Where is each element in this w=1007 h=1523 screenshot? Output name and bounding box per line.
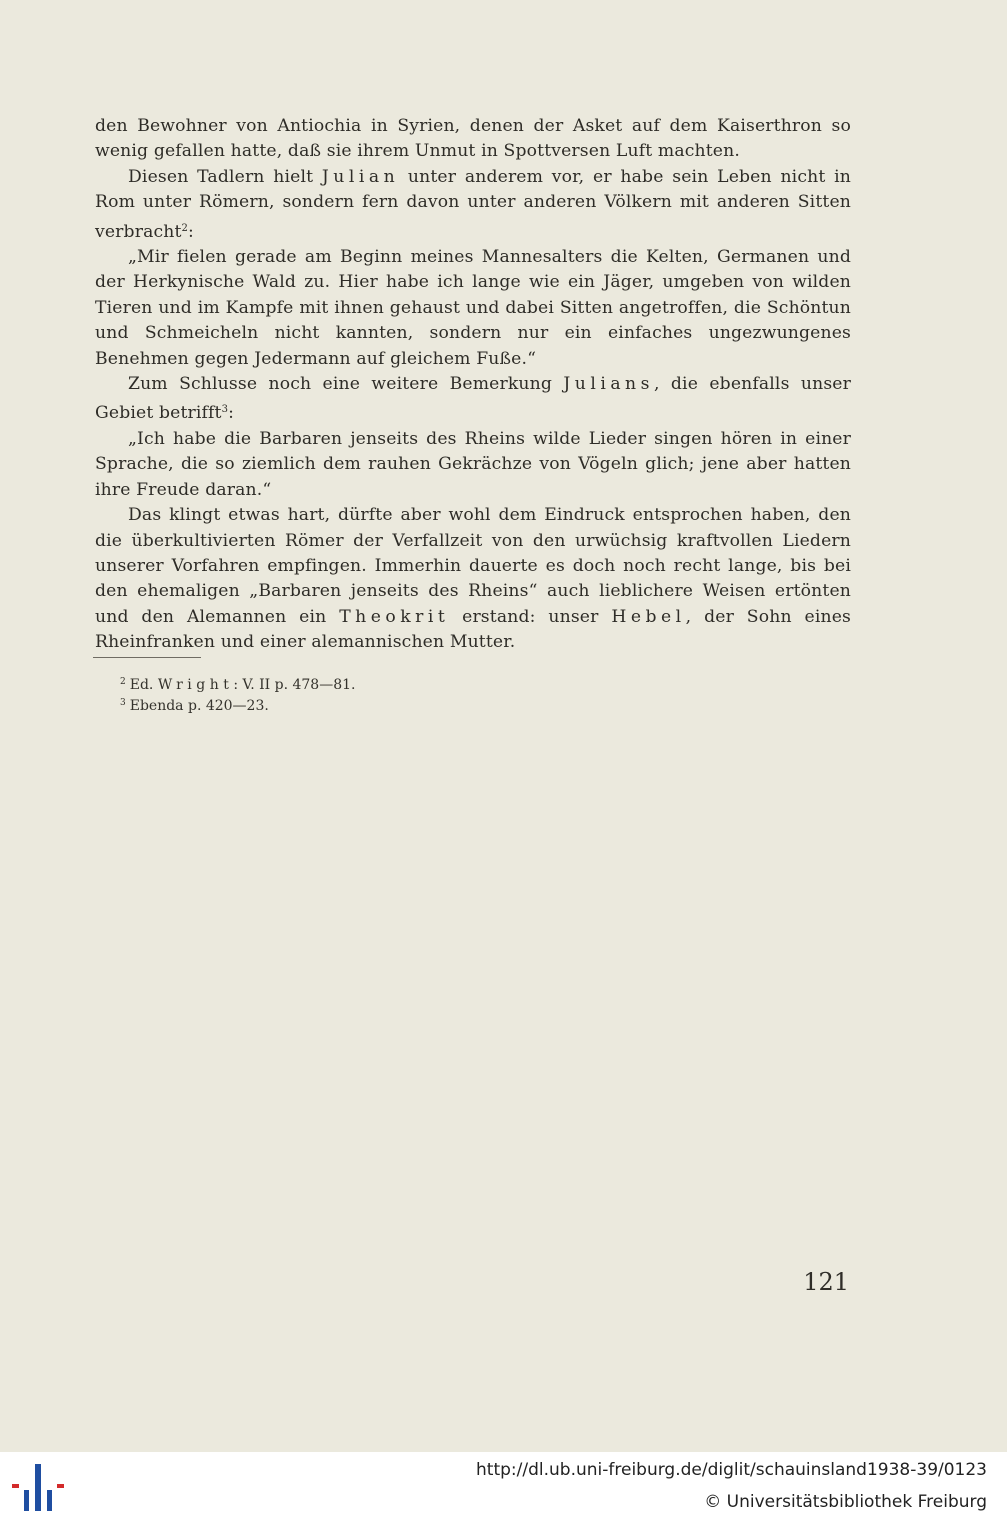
paragraph <box>95 372 851 427</box>
footer-url-link[interactable]: http://dl.ub.uni-freiburg.de/diglit/schauinsland1938-39/0123 <box>476 1460 987 1480</box>
paragraph <box>95 503 851 655</box>
text-run: Das klingt etwas hart, dürfte aber wohl dem Eindruck entsprochen haben, den die überkultivierten Römer der Verfallzeit von den urwüchsig kraftvollen Liedern unserer Vorfahren empfingen. Immerhin dauerte es doch noch recht lange, bis bei den ehemaligen „Barbaren jenseits des Rheins“ auch lieblichere Weisen ertönten und den Alemannen ein <box>95 505 851 627</box>
footnote-ref: 3 <box>221 404 229 416</box>
text-run: Ed. <box>129 677 158 693</box>
text-run: , die ebenfalls unser Gebiet betrifft <box>95 374 851 424</box>
footnote-marker: 3 <box>120 698 126 708</box>
footnote <box>120 673 355 694</box>
text-run: : V. II p. 478—81. <box>233 677 356 693</box>
text-run: Ebenda p. 420—23. <box>129 698 269 714</box>
paragraph <box>95 427 851 503</box>
text-run: : <box>228 403 235 424</box>
paragraph <box>95 165 851 245</box>
text-run: erstand: unser <box>449 606 612 627</box>
text-run: den Bewohner von Antiochia in Syrien, denen der Asket auf dem Kaiserthron so wenig gefallen hatte, daß sie ihrem Unmut in Spottversen Luft machten. <box>95 116 851 162</box>
footnote-rule <box>93 657 201 658</box>
ub-freiburg-logo-icon <box>12 1464 64 1514</box>
text-run: unter anderem vor, er habe sein Leben nicht in Rom unter Römern, sondern fern davon unter anderen Völkern mit anderen Sitten verbracht <box>95 166 851 242</box>
footnote-marker: 2 <box>120 677 126 687</box>
paragraph <box>95 245 851 372</box>
spaced-name: Julians <box>563 374 654 395</box>
text-run: , der Sohn eines Rheinfranken und einer alemannischen Mutter. <box>95 606 851 653</box>
page-number: 121 <box>803 1268 849 1296</box>
footnotes <box>120 673 355 715</box>
body-text <box>95 114 851 656</box>
text-run: Zum Schlusse noch eine weitere Bemerkung <box>128 374 564 395</box>
text-run: Diesen Tadlern hielt <box>128 166 322 187</box>
spaced-name: Julian <box>321 166 400 187</box>
spaced-name: Hebel <box>611 606 686 627</box>
text-run: „Mir fielen gerade am Beginn meines Mannesalters die Kelten, Germanen und der Herkynische Wald zu. Hier habe ich lange wie ein Jäger, umgeben von wilden Tieren und im Kampfe mit ihnen gehaust und dabei Sitten angetroffen, die Schöntun und Schmeicheln nicht kannten, sondern nur ein einfaches ungezwungenes Benehmen gegen Jedermann auf gleichem Fuße.“ <box>95 247 851 369</box>
footnote <box>120 694 355 715</box>
spaced-name: Wright <box>157 677 234 693</box>
footnote-ref: 2 <box>181 222 189 234</box>
spaced-name: Theokrit <box>339 606 450 627</box>
footer-copyright: © Universitätsbibliothek Freiburg <box>704 1492 987 1512</box>
text-run: : <box>188 221 194 242</box>
text-run: „Ich habe die Barbaren jenseits des Rheins wilde Lieder singen hören in einer Sprache, die so ziemlich dem rauhen Gekrächze von Vögeln glich; jene aber hatten ihre Freude daran.“ <box>95 428 851 500</box>
paragraph <box>95 114 851 165</box>
footer-bar <box>0 1452 1007 1523</box>
